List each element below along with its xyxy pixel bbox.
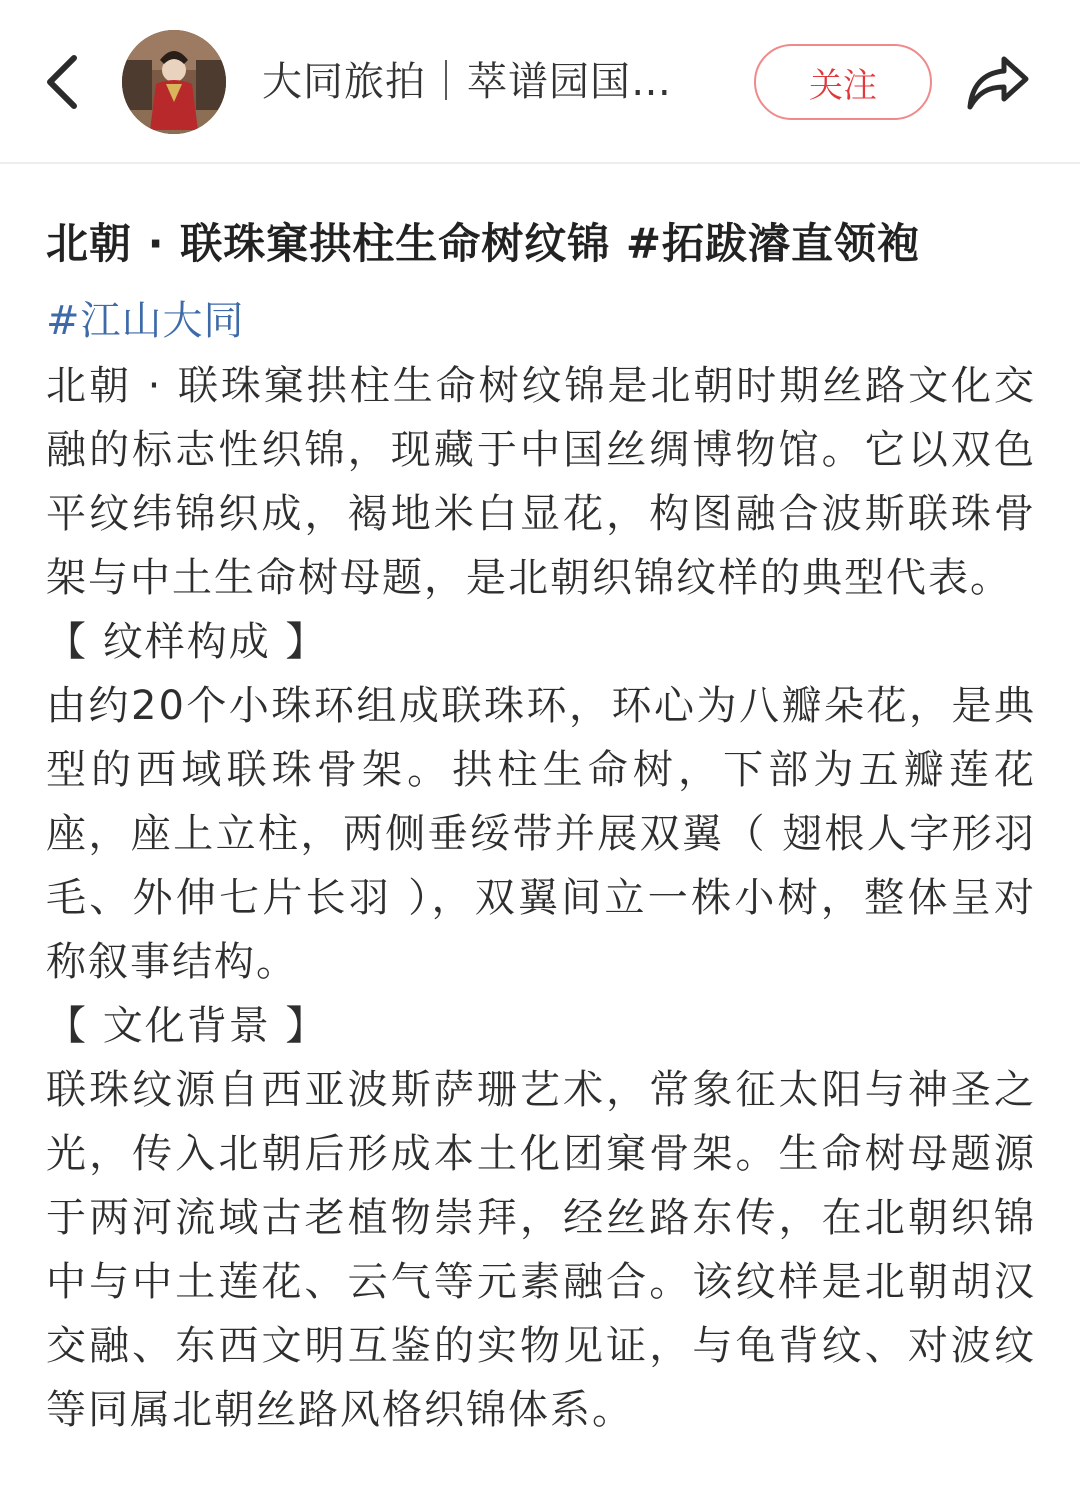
back-arrow-icon [42, 52, 82, 112]
culture-paragraph: 联珠纹源自西亚波斯萨珊艺术，常象征太阳与神圣之光，传入北朝后形成本土化团窠骨架。生命树母题源于两河流域古老植物崇拜，经丝路东传，在北朝织锦中与中土莲花、云气等元素融合。该纹样是北朝胡汉交融、东西文明互鉴的实物见证，与龟背纹、对波纹等同属北朝丝路风格织锦体系。 [46, 1067, 1036, 1433]
section-heading-culture: 【 文化背景 】 [46, 1003, 328, 1049]
section-heading-pattern: 【 纹样构成 】 [46, 619, 328, 665]
share-icon [964, 53, 1032, 113]
user-avatar[interactable] [122, 30, 226, 134]
follow-button[interactable]: 关注 [754, 44, 932, 120]
pattern-paragraph: 由约20个小珠环组成联珠环，环心为八瓣朵花，是典型的西域联珠骨架。拱柱生命树，下部为五瓣莲花座，座上立柱，两侧垂绥带并展双翼（ 翅根人字形羽毛、外伸七片长羽 ），双翼间立一株小树，整体呈对称叙事结构。 [46, 683, 1036, 985]
hashtag-link[interactable]: #江山大同 [46, 298, 245, 344]
avatar-image [122, 30, 226, 134]
intro-paragraph: 北朝 · 联珠窠拱柱生命树纹锦是北朝时期丝路文化交融的标志性织锦，现藏于中国丝绸博物馆。它以双色平纹纬锦织成，褐地米白显花，构图融合波斯联珠骨架与中土生命树母题，是北朝织锦纹样的典型代表。 [46, 363, 1036, 601]
post-content [46, 200, 1036, 1442]
back-button[interactable] [34, 46, 90, 118]
post-title: 北朝 · 联珠窠拱柱生命树纹锦 #拓跋濬直领袍 [46, 219, 921, 268]
share-button[interactable] [962, 50, 1034, 116]
author-name[interactable]: 大同旅拍｜萃谱园国… [262, 59, 672, 105]
top-bar [0, 0, 1080, 164]
